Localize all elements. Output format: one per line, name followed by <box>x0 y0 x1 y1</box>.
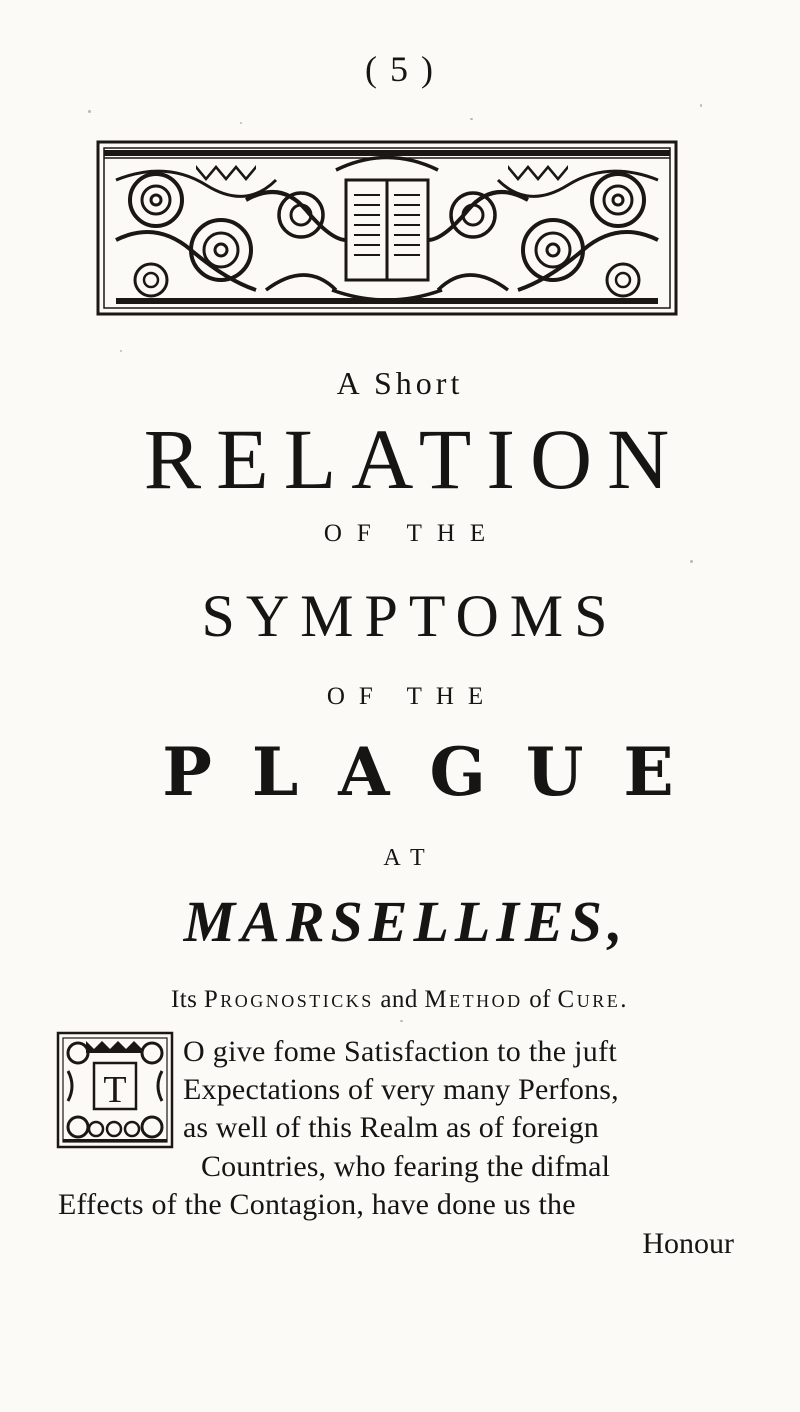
subtitle-its: Its <box>171 986 204 1013</box>
subtitle-of: of <box>522 986 558 1013</box>
title-relation: RELATION <box>143 411 685 507</box>
body-line-5: Effects of the Contagion, have done us the <box>58 1188 576 1221</box>
paper-speck <box>88 110 91 113</box>
subtitle-and: and <box>373 986 425 1013</box>
title-plague: PLAGUE <box>162 733 714 811</box>
drop-cap-letter: T <box>103 1069 127 1111</box>
subtitle-prognosticks: Prognosticks <box>203 986 374 1013</box>
paper-speck <box>470 118 473 120</box>
title-a-short: A Short <box>336 365 464 401</box>
paper-speck <box>700 104 702 107</box>
paper-speck <box>690 560 693 563</box>
title-symptoms: SYMPTOMS <box>201 583 619 649</box>
subtitle-method: Method <box>424 986 523 1013</box>
paper-speck <box>400 1020 403 1022</box>
catchword: Honour <box>642 1227 734 1260</box>
title-of-the-first: OF THE <box>323 520 501 547</box>
body-line-1: O give fome Satisfaction to the juft <box>183 1035 618 1068</box>
title-marsellies: MARSELLIES, <box>183 889 629 954</box>
subtitle-cure: Cure. <box>557 986 629 1013</box>
paper-speck <box>240 122 242 124</box>
subtitle-line <box>0 986 800 1014</box>
ornamental-initial <box>56 1031 174 1149</box>
headpiece-ornament <box>96 140 678 316</box>
paper-speck <box>120 350 122 352</box>
title-of-the-second: OF THE <box>326 683 498 710</box>
page-number: ( 5 ) <box>365 49 435 89</box>
body-line-3: as well of this Realm as of foreign <box>183 1111 599 1144</box>
body-line-2: Expectations of very many Perfons, <box>183 1073 619 1106</box>
body-line-4: Countries, who fearing the difmal <box>201 1150 611 1183</box>
title-at: AT <box>383 845 437 871</box>
